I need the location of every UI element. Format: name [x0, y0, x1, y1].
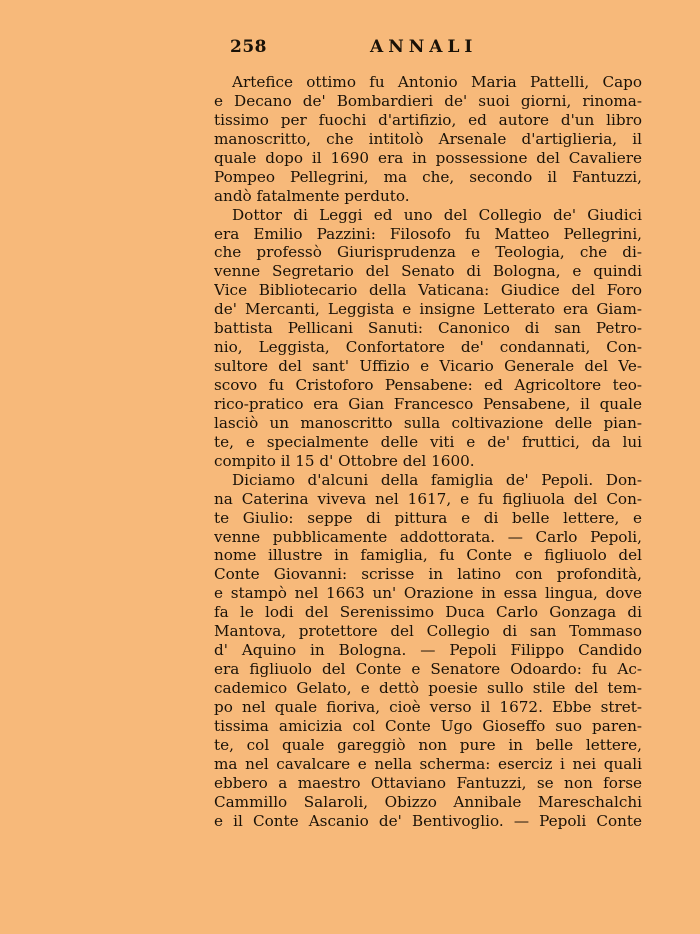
body-text [214, 73, 642, 831]
text-line: venne pubblicamente addottorata. — Carlo Pepoli, [214, 527, 642, 546]
text-line: tissima amicizia col Conte Ugo Gioseffo suo paren- [214, 716, 642, 735]
text-line: e Decano de' Bombardieri de' suoi giorni, rinoma- [214, 91, 642, 110]
text-line: Vice Bibliotecario della Vaticana: Giudice del Foro [214, 281, 642, 300]
text-line: sultore del sant' Uffizio e Vicario Generale del Ve- [214, 357, 642, 376]
text-line: era Emilio Pazzini: Filosofo fu Matteo Pellegrini, [214, 224, 642, 243]
text-line: ebbero a maestro Ottaviano Fantuzzi, se non forse [214, 773, 642, 792]
text-line: te, col quale gareggiò non pure in belle lettere, [214, 735, 642, 754]
text-line: e il Conte Ascanio de' Bentivoglio. — Pepoli Conte [214, 811, 642, 830]
text-line: venne Segretario del Senato di Bologna, e quindi [214, 262, 642, 281]
text-line: lasciò un manoscritto sulla coltivazione delle pian- [214, 413, 642, 432]
text-line: te, e specialmente delle viti e de' fruttici, da lui [214, 432, 642, 451]
text-line: compito il 15 d' Ottobre del 1600. [214, 451, 475, 470]
text-line: rico-pratico era Gian Francesco Pensabene, il quale [214, 394, 642, 413]
text-line: battista Pellicani Sanuti: Canonico di san Petro- [214, 319, 642, 338]
text-line: cademico Gelato, e dettò poesie sullo stile del tem- [214, 679, 642, 697]
text-line: Artefice ottimo fu Antonio Maria Pattelli, Capo [232, 73, 642, 91]
text-line: Dottor di Leggi ed uno del Collegio de' Giudici [232, 205, 642, 224]
text-line: te Giulio: seppe di pittura e di belle lettere, e [214, 508, 642, 527]
text-line: e stampò nel 1663 un' Orazione in essa lingua, dove [214, 584, 642, 603]
text-line: era figliuolo del Conte e Senatore Odoardo: fu Ac- [214, 660, 642, 679]
text-line: nome illustre in famiglia, fu Conte e figliuolo del [214, 546, 642, 565]
text-line: fa le lodi del Serenissimo Duca Carlo Gonzaga di [214, 603, 642, 622]
text-line: de' Mercanti, Leggista e insigne Letterato era Giam- [214, 300, 642, 319]
text-line: po nel quale fioriva, cioè verso il 1672. Ebbe stret- [214, 697, 642, 716]
text-line: Diciamo d'alcuni della famiglia de' Pepoli. Don- [232, 470, 642, 489]
text-line: Cammillo Salaroli, Obizzo Annibale Mareschalchi [214, 792, 642, 811]
text-line: quale dopo il 1690 era in possessione del Cavaliere [214, 148, 642, 167]
text-line: scovo fu Cristoforo Pensabene: ed Agricoltore teo- [214, 376, 642, 394]
text-line: andò fatalmente perduto. [214, 186, 410, 205]
running-head: ANNALI [370, 37, 478, 57]
page-number: 258 [230, 37, 267, 57]
text-line: Pompeo Pellegrini, ma che, secondo il Fantuzzi, [214, 167, 642, 186]
text-line: nio, Leggista, Confortatore de' condannati, Con- [214, 338, 642, 357]
text-line: d' Aquino in Bologna. — Pepoli Filippo Candido [214, 641, 642, 660]
text-line: Conte Giovanni: scrisse in latino con profondità, [214, 565, 642, 584]
text-line: tissimo per fuochi d'artifizio, ed autore d'un libro [214, 110, 642, 129]
text-line: na Caterina viveva nel 1617, e fu figliuola del Con- [214, 489, 642, 508]
text-line: che professò Giurisprudenza e Teologia, che di- [214, 243, 642, 262]
text-line: manoscritto, che intitolò Arsenale d'artiglieria, il [214, 129, 642, 148]
text-line: Mantova, protettore del Collegio di san Tommaso [214, 622, 642, 641]
text-line: ma nel cavalcare e nella scherma: eserciz i nei quali [214, 754, 642, 773]
page-header [228, 37, 648, 59]
